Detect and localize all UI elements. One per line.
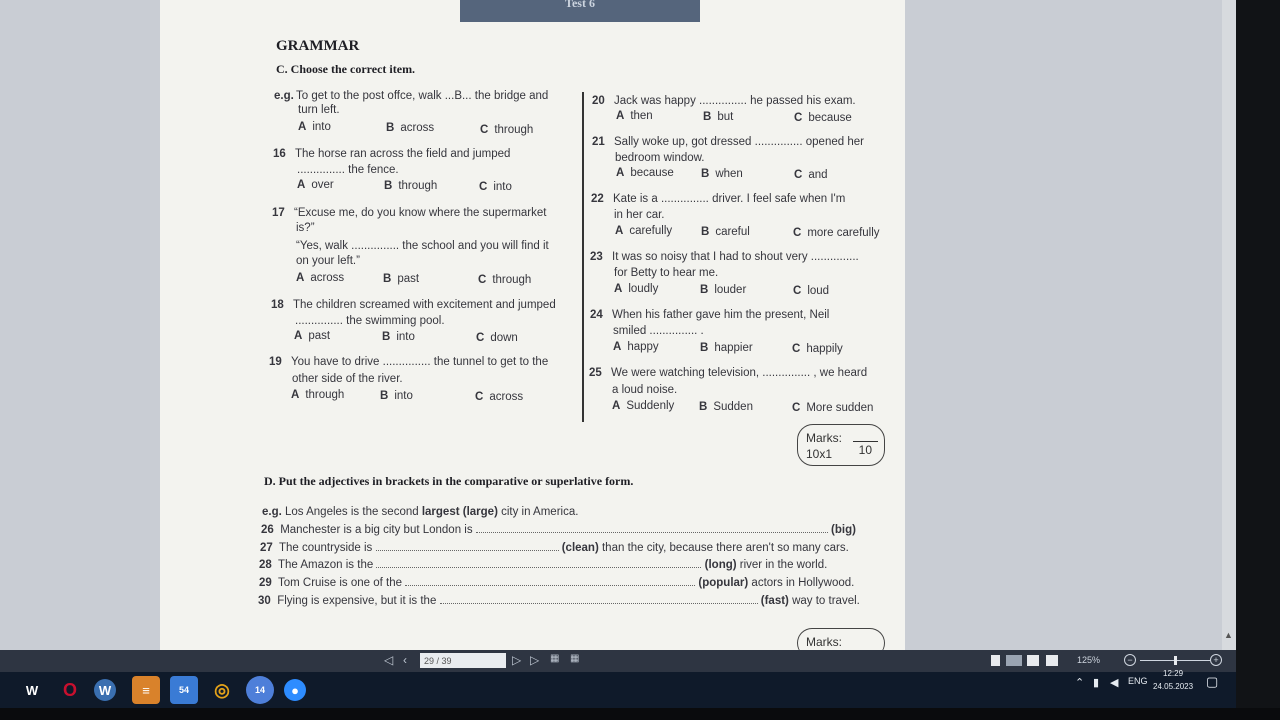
zoom-slider-thumb[interactable] xyxy=(1174,656,1177,665)
option-b[interactable]: B Sudden xyxy=(699,401,753,413)
question-22: 22 Kate is a ............... driver. I feel safe when I'm xyxy=(591,193,846,205)
question-eg: e.g. To get to the post offce, walk ...B... the bridge and xyxy=(274,90,549,102)
option-c[interactable]: C More sudden xyxy=(792,402,874,414)
language-indicator[interactable]: ENG xyxy=(1128,676,1148,686)
app-54-icon[interactable]: 54 xyxy=(170,676,198,704)
page-number-input[interactable] xyxy=(420,653,506,668)
question-17-line3: “Yes, walk ............... the school and you will find it xyxy=(296,240,549,252)
option-a[interactable]: A past xyxy=(294,330,331,342)
option-c[interactable]: C across xyxy=(475,391,524,403)
continuous-view-icon[interactable] xyxy=(1006,655,1022,666)
option-b[interactable]: B into xyxy=(380,390,413,402)
option-c[interactable]: C more carefully xyxy=(793,227,880,239)
page-header: Test 6 xyxy=(460,0,700,22)
option-c[interactable]: C down xyxy=(476,332,518,344)
zoom-out-icon[interactable]: − xyxy=(1124,654,1136,666)
question-23-line2: for Betty to hear me. xyxy=(614,267,719,279)
grammar-heading: GRAMMAR xyxy=(276,38,360,54)
option-a[interactable]: A over xyxy=(297,179,334,191)
question-17-line2: is?” xyxy=(296,222,315,234)
orange-app-icon[interactable]: ≡ xyxy=(132,676,160,704)
d-item-27: 27 The countryside is (clean) than the city, because there aren't so many cars. xyxy=(260,542,849,554)
question-16-line2: ............... the fence. xyxy=(297,164,399,176)
app-14-icon[interactable]: 14 xyxy=(246,676,274,704)
option-c[interactable]: C and xyxy=(794,169,828,181)
single-page-view-icon[interactable] xyxy=(991,655,1000,666)
question-25-line2: a loud noise. xyxy=(612,384,678,396)
vertical-scrollbar[interactable] xyxy=(1222,0,1236,650)
option-c[interactable]: C through xyxy=(478,274,532,286)
option-a[interactable]: A happy xyxy=(613,341,659,353)
answer-blank[interactable] xyxy=(405,576,695,586)
option-b[interactable]: B when xyxy=(701,168,743,180)
option-c[interactable]: C into xyxy=(479,181,512,193)
d-item-30: 30 Flying is expensive, but it is the (fast) way to travel. xyxy=(258,595,860,607)
marks-calc: 10x1 xyxy=(806,447,833,461)
document-page xyxy=(160,0,905,650)
answer-blank[interactable] xyxy=(440,594,758,604)
question-20: 20 Jack was happy ............... he passed his exam. xyxy=(592,95,856,107)
answer-blank[interactable] xyxy=(376,541,559,551)
marks-label: Marks: xyxy=(806,431,842,445)
next-page-icon[interactable]: ▷ xyxy=(512,653,522,667)
question-16: 16 The horse ran across the field and jumped xyxy=(273,148,511,160)
option-b[interactable]: B but xyxy=(703,111,734,123)
option-a[interactable]: A across xyxy=(296,272,345,284)
option-a[interactable]: A carefully xyxy=(615,225,673,237)
marks-total: 10 xyxy=(853,441,878,458)
question-19-line2: other side of the river. xyxy=(292,373,403,385)
question-22-line2: in her car. xyxy=(614,209,665,221)
option-a[interactable]: A loudly xyxy=(614,283,659,295)
d-item-28: 28 The Amazon is the (long) river in the world. xyxy=(259,559,828,571)
chrome-icon[interactable]: ◎ xyxy=(214,679,230,700)
page-thumbnails-icon[interactable]: ▦ xyxy=(550,653,560,664)
column-divider xyxy=(582,92,584,422)
option-b[interactable]: B happier xyxy=(700,342,753,354)
question-18-line2: ............... the swimming pool. xyxy=(295,315,445,327)
option-c[interactable]: C loud xyxy=(793,285,830,297)
screen-bezel xyxy=(1236,0,1280,720)
w-app-icon[interactable]: W xyxy=(94,679,116,701)
option-a[interactable]: A because xyxy=(616,167,674,179)
answer-blank[interactable] xyxy=(376,558,701,568)
zoom-app-icon[interactable]: ● xyxy=(284,679,306,701)
question-17-line4: on your left.” xyxy=(296,255,360,267)
option-a[interactable]: A Suddenly xyxy=(612,400,675,412)
question-eg-line2: turn left. xyxy=(298,104,340,116)
opera-icon[interactable]: O xyxy=(62,679,77,700)
last-page-icon[interactable]: ▷ xyxy=(530,653,540,667)
question-17: 17 “Excuse me, do you know where the supermarket xyxy=(272,207,547,219)
option-b[interactable]: B through xyxy=(384,180,438,192)
notifications-icon[interactable]: ▢ xyxy=(1206,674,1219,689)
question-19: 19 You have to drive ............... the tunnel to get to the xyxy=(269,356,549,368)
network-icon[interactable]: ▮ xyxy=(1093,677,1100,689)
option-b[interactable]: B past xyxy=(383,273,420,285)
section-c-title: C. Choose the correct item. xyxy=(276,62,416,76)
zoom-level: 125% xyxy=(1077,655,1101,665)
screen-bezel-bottom xyxy=(0,708,1280,720)
option-a[interactable]: A then xyxy=(616,110,653,122)
marks-label: Marks: xyxy=(806,635,842,649)
option-a[interactable]: A through xyxy=(291,389,345,401)
word-icon[interactable]: W xyxy=(25,682,39,698)
marks-box xyxy=(797,424,885,466)
tray-chevron-icon[interactable]: ⌃ xyxy=(1075,677,1085,689)
section-d-title: D. Put the adjectives in brackets in the comparative or superlative form. xyxy=(264,474,634,488)
option-c[interactable]: C happily xyxy=(792,343,843,355)
option-b[interactable]: B louder xyxy=(700,284,747,296)
zoom-in-icon[interactable]: + xyxy=(1210,654,1222,666)
prev-page-icon[interactable]: ‹ xyxy=(403,653,407,667)
d-example: e.g. Los Angeles is the second largest (large) city in America. xyxy=(262,506,579,518)
volume-icon[interactable]: ◀ xyxy=(1110,677,1119,689)
option-a[interactable]: A into xyxy=(298,121,331,133)
answer-blank[interactable] xyxy=(476,523,828,533)
question-25: 25 We were watching television, ............... , we heard xyxy=(589,367,868,379)
option-c[interactable]: C through xyxy=(480,124,534,136)
first-page-icon[interactable]: ◁ xyxy=(384,653,394,667)
two-page-view-icon[interactable] xyxy=(1027,655,1039,666)
dual-page-icon[interactable]: ▦ xyxy=(570,653,580,664)
question-24-line2: smiled ............... . xyxy=(613,325,704,337)
scroll-down-arrow-icon[interactable]: ▲ xyxy=(1224,630,1233,640)
grid-view-icon[interactable] xyxy=(1046,655,1058,666)
option-c[interactable]: C because xyxy=(794,112,852,124)
option-b[interactable]: B careful xyxy=(701,226,750,238)
clock-time[interactable]: 12:29 xyxy=(1163,669,1184,678)
question-23: 23 It was so noisy that I had to shout very ............... xyxy=(590,251,859,263)
question-21-line2: bedroom window. xyxy=(615,152,705,164)
question-24: 24 When his father gave him the present, Neil xyxy=(590,309,830,321)
d-item-26: 26 Manchester is a big city but London is (big) xyxy=(261,524,856,536)
clock-date[interactable]: 24.05.2023 xyxy=(1153,682,1194,691)
question-21: 21 Sally woke up, got dressed ............... opened her xyxy=(592,136,864,148)
viewer-statusbar xyxy=(0,650,1236,672)
option-b[interactable]: B into xyxy=(382,331,415,343)
option-b[interactable]: B across xyxy=(386,122,435,134)
question-18: 18 The children screamed with excitement and jumped xyxy=(271,299,556,311)
d-item-29: 29 Tom Cruise is one of the (popular) actors in Hollywood. xyxy=(259,577,855,589)
